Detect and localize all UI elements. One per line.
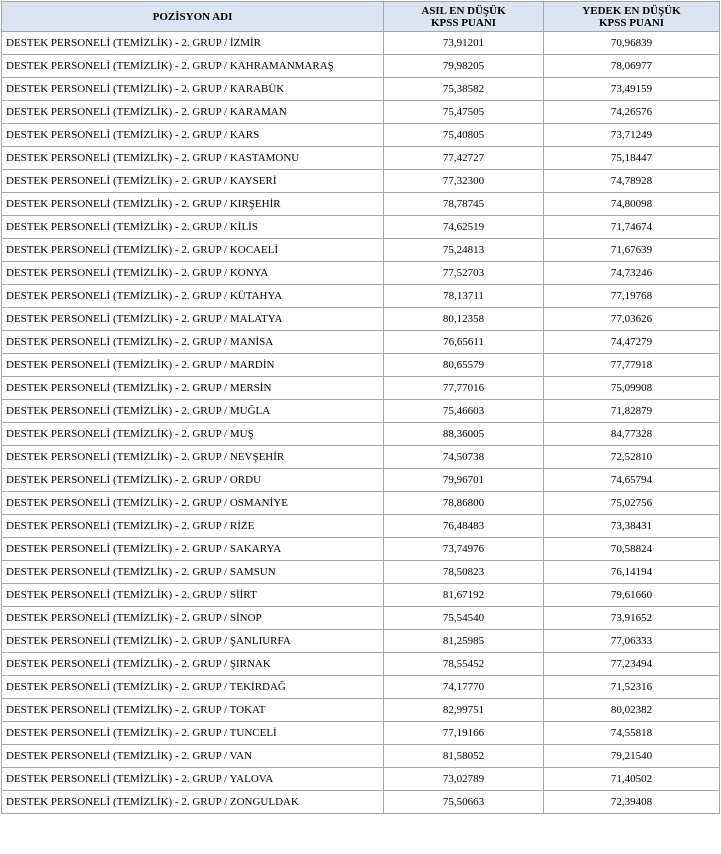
yedek-score-cell: 70,96839 bbox=[544, 32, 720, 55]
yedek-score-cell: 77,03626 bbox=[544, 308, 720, 331]
yedek-score-cell: 75,18447 bbox=[544, 147, 720, 170]
asil-score-cell: 75,50663 bbox=[384, 791, 544, 814]
asil-score-cell: 77,19166 bbox=[384, 722, 544, 745]
asil-score-cell: 79,96701 bbox=[384, 469, 544, 492]
yedek-score-cell: 71,52316 bbox=[544, 676, 720, 699]
table-row bbox=[2, 745, 720, 768]
position-name-cell: DESTEK PERSONELİ (TEMİZLİK) - 2. GRUP / ORDU bbox=[2, 469, 384, 492]
position-name-cell: DESTEK PERSONELİ (TEMİZLİK) - 2. GRUP / KARAMAN bbox=[2, 101, 384, 124]
table-row bbox=[2, 492, 720, 515]
yedek-score-cell: 73,71249 bbox=[544, 124, 720, 147]
table-row bbox=[2, 354, 720, 377]
kpss-score-table bbox=[1, 1, 720, 814]
position-name-cell: DESTEK PERSONELİ (TEMİZLİK) - 2. GRUP / ŞANLIURFA bbox=[2, 630, 384, 653]
table-row bbox=[2, 446, 720, 469]
yedek-score-cell: 76,14194 bbox=[544, 561, 720, 584]
asil-score-cell: 81,58052 bbox=[384, 745, 544, 768]
yedek-score-cell: 77,77918 bbox=[544, 354, 720, 377]
table-row bbox=[2, 193, 720, 216]
position-name-cell: DESTEK PERSONELİ (TEMİZLİK) - 2. GRUP / KİLİS bbox=[2, 216, 384, 239]
asil-score-cell: 75,47505 bbox=[384, 101, 544, 124]
position-name-cell: DESTEK PERSONELİ (TEMİZLİK) - 2. GRUP / KOCAELİ bbox=[2, 239, 384, 262]
yedek-score-cell: 74,78928 bbox=[544, 170, 720, 193]
position-name-cell: DESTEK PERSONELİ (TEMİZLİK) - 2. GRUP / KASTAMONU bbox=[2, 147, 384, 170]
position-name-cell: DESTEK PERSONELİ (TEMİZLİK) - 2. GRUP / OSMANİYE bbox=[2, 492, 384, 515]
position-name-cell: DESTEK PERSONELİ (TEMİZLİK) - 2. GRUP / TEKİRDAĞ bbox=[2, 676, 384, 699]
position-name-cell: DESTEK PERSONELİ (TEMİZLİK) - 2. GRUP / KAYSERİ bbox=[2, 170, 384, 193]
yedek-score-cell: 75,02756 bbox=[544, 492, 720, 515]
yedek-score-cell: 74,80098 bbox=[544, 193, 720, 216]
table-row bbox=[2, 630, 720, 653]
header-yedek-line1: YEDEK EN DÜŞÜK bbox=[582, 4, 681, 17]
table-row bbox=[2, 653, 720, 676]
table-row bbox=[2, 331, 720, 354]
asil-score-cell: 75,40805 bbox=[384, 124, 544, 147]
position-name-cell: DESTEK PERSONELİ (TEMİZLİK) - 2. GRUP / MARDİN bbox=[2, 354, 384, 377]
yedek-score-cell: 79,61660 bbox=[544, 584, 720, 607]
asil-score-cell: 76,48483 bbox=[384, 515, 544, 538]
table-row bbox=[2, 285, 720, 308]
position-name-cell: DESTEK PERSONELİ (TEMİZLİK) - 2. GRUP / SİNOP bbox=[2, 607, 384, 630]
table-row bbox=[2, 791, 720, 814]
asil-score-cell: 78,78745 bbox=[384, 193, 544, 216]
position-name-cell: DESTEK PERSONELİ (TEMİZLİK) - 2. GRUP / MUŞ bbox=[2, 423, 384, 446]
position-name-cell: DESTEK PERSONELİ (TEMİZLİK) - 2. GRUP / MALATYA bbox=[2, 308, 384, 331]
asil-score-cell: 77,52703 bbox=[384, 262, 544, 285]
asil-score-cell: 76,65611 bbox=[384, 331, 544, 354]
table-body bbox=[2, 32, 720, 814]
yedek-score-cell: 72,39408 bbox=[544, 791, 720, 814]
table-row bbox=[2, 699, 720, 722]
position-name-cell: DESTEK PERSONELİ (TEMİZLİK) - 2. GRUP / MERSİN bbox=[2, 377, 384, 400]
asil-score-cell: 74,62519 bbox=[384, 216, 544, 239]
position-name-cell: DESTEK PERSONELİ (TEMİZLİK) - 2. GRUP / ZONGULDAK bbox=[2, 791, 384, 814]
asil-score-cell: 82,99751 bbox=[384, 699, 544, 722]
asil-score-cell: 78,55452 bbox=[384, 653, 544, 676]
table-row bbox=[2, 170, 720, 193]
yedek-score-cell: 74,65794 bbox=[544, 469, 720, 492]
asil-score-cell: 74,17770 bbox=[384, 676, 544, 699]
header-asil-line2: KPSS PUANI bbox=[430, 16, 497, 29]
table-row bbox=[2, 561, 720, 584]
position-name-cell: DESTEK PERSONELİ (TEMİZLİK) - 2. GRUP / MANİSA bbox=[2, 331, 384, 354]
yedek-score-cell: 71,40502 bbox=[544, 768, 720, 791]
asil-score-cell: 79,98205 bbox=[384, 55, 544, 78]
table-row bbox=[2, 423, 720, 446]
yedek-score-cell: 73,91652 bbox=[544, 607, 720, 630]
asil-score-cell: 75,24813 bbox=[384, 239, 544, 262]
table-row bbox=[2, 147, 720, 170]
yedek-score-cell: 74,26576 bbox=[544, 101, 720, 124]
asil-score-cell: 73,74976 bbox=[384, 538, 544, 561]
position-name-cell: DESTEK PERSONELİ (TEMİZLİK) - 2. GRUP / KÜTAHYA bbox=[2, 285, 384, 308]
yedek-score-cell: 74,73246 bbox=[544, 262, 720, 285]
table-row bbox=[2, 676, 720, 699]
yedek-score-cell: 73,49159 bbox=[544, 78, 720, 101]
position-name-cell: DESTEK PERSONELİ (TEMİZLİK) - 2. GRUP / ŞIRNAK bbox=[2, 653, 384, 676]
table-row bbox=[2, 216, 720, 239]
header-asil-line1: ASIL EN DÜŞÜK bbox=[421, 4, 506, 17]
yedek-score-cell: 80,02382 bbox=[544, 699, 720, 722]
yedek-score-cell: 74,55818 bbox=[544, 722, 720, 745]
table-row bbox=[2, 239, 720, 262]
table-row bbox=[2, 262, 720, 285]
asil-score-cell: 78,13711 bbox=[384, 285, 544, 308]
position-name-cell: DESTEK PERSONELİ (TEMİZLİK) - 2. GRUP / KONYA bbox=[2, 262, 384, 285]
asil-score-cell: 73,02789 bbox=[384, 768, 544, 791]
yedek-score-cell: 79,21540 bbox=[544, 745, 720, 768]
header-asil-score bbox=[384, 2, 544, 32]
table-row bbox=[2, 101, 720, 124]
table-row bbox=[2, 400, 720, 423]
asil-score-cell: 75,46603 bbox=[384, 400, 544, 423]
position-name-cell: DESTEK PERSONELİ (TEMİZLİK) - 2. GRUP / KIRŞEHİR bbox=[2, 193, 384, 216]
yedek-score-cell: 74,47279 bbox=[544, 331, 720, 354]
table-row bbox=[2, 584, 720, 607]
position-name-cell: DESTEK PERSONELİ (TEMİZLİK) - 2. GRUP / SAKARYA bbox=[2, 538, 384, 561]
yedek-score-cell: 78,06977 bbox=[544, 55, 720, 78]
table-row bbox=[2, 538, 720, 561]
table-row bbox=[2, 55, 720, 78]
yedek-score-cell: 73,38431 bbox=[544, 515, 720, 538]
table-row bbox=[2, 469, 720, 492]
position-name-cell: DESTEK PERSONELİ (TEMİZLİK) - 2. GRUP / TUNCELİ bbox=[2, 722, 384, 745]
yedek-score-cell: 71,82879 bbox=[544, 400, 720, 423]
asil-score-cell: 75,38582 bbox=[384, 78, 544, 101]
asil-score-cell: 77,77016 bbox=[384, 377, 544, 400]
position-name-cell: DESTEK PERSONELİ (TEMİZLİK) - 2. GRUP / MUĞLA bbox=[2, 400, 384, 423]
position-name-cell: DESTEK PERSONELİ (TEMİZLİK) - 2. GRUP / VAN bbox=[2, 745, 384, 768]
table-row bbox=[2, 377, 720, 400]
table-row bbox=[2, 124, 720, 147]
table-header bbox=[2, 2, 720, 32]
position-name-cell: DESTEK PERSONELİ (TEMİZLİK) - 2. GRUP / SAMSUN bbox=[2, 561, 384, 584]
table-row bbox=[2, 722, 720, 745]
asil-score-cell: 74,50738 bbox=[384, 446, 544, 469]
asil-score-cell: 80,65579 bbox=[384, 354, 544, 377]
table-row bbox=[2, 32, 720, 55]
yedek-score-cell: 72,52810 bbox=[544, 446, 720, 469]
position-name-cell: DESTEK PERSONELİ (TEMİZLİK) - 2. GRUP / RİZE bbox=[2, 515, 384, 538]
table-row bbox=[2, 607, 720, 630]
yedek-score-cell: 75,09908 bbox=[544, 377, 720, 400]
header-yedek-line2: KPSS PUANI bbox=[598, 16, 665, 29]
yedek-score-cell: 84,77328 bbox=[544, 423, 720, 446]
asil-score-cell: 78,86800 bbox=[384, 492, 544, 515]
header-row bbox=[2, 2, 720, 32]
header-yedek-score bbox=[544, 2, 720, 32]
position-name-cell: DESTEK PERSONELİ (TEMİZLİK) - 2. GRUP / YALOVA bbox=[2, 768, 384, 791]
header-position-label: POZİSYON ADI bbox=[152, 10, 233, 23]
position-name-cell: DESTEK PERSONELİ (TEMİZLİK) - 2. GRUP / İZMİR bbox=[2, 32, 384, 55]
yedek-score-cell: 77,19768 bbox=[544, 285, 720, 308]
position-name-cell: DESTEK PERSONELİ (TEMİZLİK) - 2. GRUP / SİİRT bbox=[2, 584, 384, 607]
asil-score-cell: 88,36005 bbox=[384, 423, 544, 446]
yedek-score-cell: 77,23494 bbox=[544, 653, 720, 676]
asil-score-cell: 75,54540 bbox=[384, 607, 544, 630]
asil-score-cell: 81,67192 bbox=[384, 584, 544, 607]
yedek-score-cell: 71,74674 bbox=[544, 216, 720, 239]
table-row bbox=[2, 308, 720, 331]
asil-score-cell: 80,12358 bbox=[384, 308, 544, 331]
table-row bbox=[2, 768, 720, 791]
asil-score-cell: 78,50823 bbox=[384, 561, 544, 584]
table-row bbox=[2, 515, 720, 538]
yedek-score-cell: 71,67639 bbox=[544, 239, 720, 262]
table-row bbox=[2, 78, 720, 101]
kpss-score-table-container bbox=[1, 1, 720, 814]
position-name-cell: DESTEK PERSONELİ (TEMİZLİK) - 2. GRUP / TOKAT bbox=[2, 699, 384, 722]
header-position bbox=[2, 2, 384, 32]
position-name-cell: DESTEK PERSONELİ (TEMİZLİK) - 2. GRUP / KAHRAMANMARAŞ bbox=[2, 55, 384, 78]
yedek-score-cell: 70,58824 bbox=[544, 538, 720, 561]
asil-score-cell: 73,91201 bbox=[384, 32, 544, 55]
asil-score-cell: 77,42727 bbox=[384, 147, 544, 170]
asil-score-cell: 81,25985 bbox=[384, 630, 544, 653]
position-name-cell: DESTEK PERSONELİ (TEMİZLİK) - 2. GRUP / KARABÜK bbox=[2, 78, 384, 101]
yedek-score-cell: 77,06333 bbox=[544, 630, 720, 653]
position-name-cell: DESTEK PERSONELİ (TEMİZLİK) - 2. GRUP / KARS bbox=[2, 124, 384, 147]
asil-score-cell: 77,32300 bbox=[384, 170, 544, 193]
position-name-cell: DESTEK PERSONELİ (TEMİZLİK) - 2. GRUP / NEVŞEHİR bbox=[2, 446, 384, 469]
